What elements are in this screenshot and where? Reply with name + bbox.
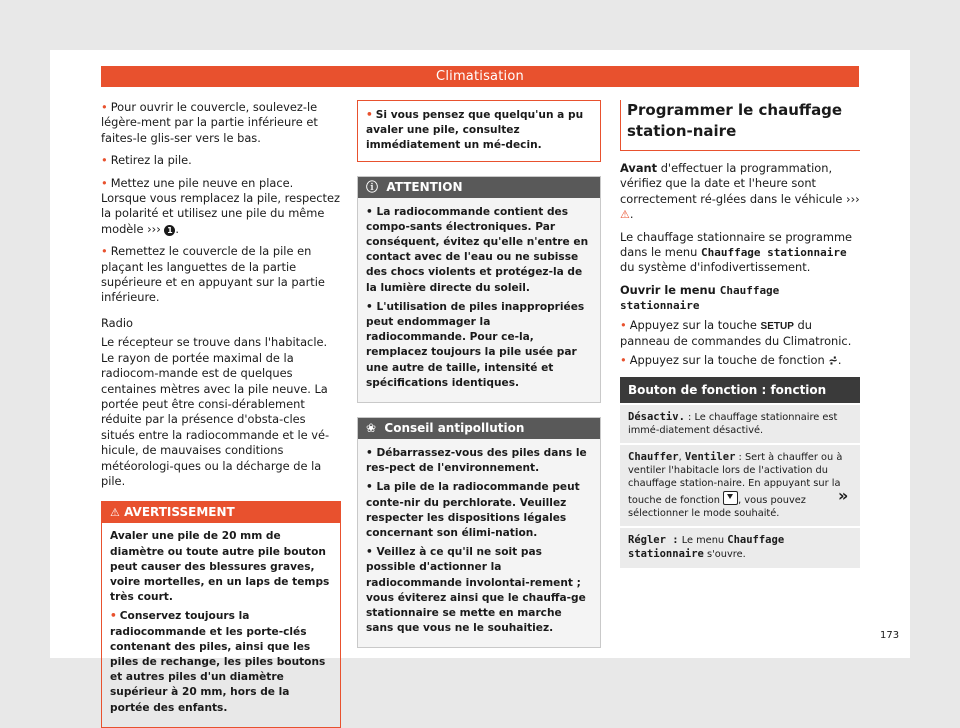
row-menu-mono: Chauffage stationnaire xyxy=(628,534,785,561)
info-icon: 1 xyxy=(164,225,175,236)
eco-title: Conseil antipollution xyxy=(384,421,525,436)
row-text: : Sert à chauffer ou à ventiler l'habitacle lors de l'activation du chauffage station-naire. En appuyant sur la touche de fonction xyxy=(628,452,843,506)
step-function-text: Appuyez sur la touche de fonction xyxy=(629,353,825,368)
bullet-text: Remettez le couvercle de la pile en plaçant les languettes de la partie supérieure et en appuyant sur la partie inférieure. xyxy=(101,244,325,305)
open-menu-text: Ouvrir le menu xyxy=(620,282,716,297)
heater-key-icon: ⩫ xyxy=(828,353,838,368)
radio-heading: Radio xyxy=(101,315,134,330)
continuation-p1: • Si vous pensez que quelqu'un a pu avaler une pile, consultez immédiatement un mé-decin. xyxy=(366,109,584,152)
section-title: Programmer le chauffage station-naire xyxy=(620,100,860,151)
row-text-2: , vous pouvez sélectionner le mode souhaité. xyxy=(628,494,806,519)
function-table xyxy=(620,377,860,568)
row-text: Le menu xyxy=(681,535,725,547)
chevron-down-key-icon xyxy=(723,491,738,505)
attention-p1: • La radiocommande contient des compo-sants électroniques. Par conséquent, évitez qu'elle n'entre en contact avec de l'eau ou ne subisse des chocs violents et protégez-la de la lumière directe du soleil. xyxy=(366,205,589,294)
function-key-heat: Chauffer xyxy=(628,451,679,464)
warning-p1: Avaler une pile de 20 mm de diamètre ou toute autre pile bouton peut causer des blessures graves, voire mortelles, en un laps de temps très court. xyxy=(110,530,330,604)
attention-p2: • L'utilisation de piles inappropriées peut endommager la radiocommande. Pour ce-la, remplacez toujours la pile usée par une autre de taille, intensité et spécifications identiques. xyxy=(366,300,585,389)
eco-p3-text: Veillez à ce qu'il ne soit pas possible d'actionner la radiocommande involontai-rement ; vous éviterez ainsi que le chauffa-ge stationnaire se mette en marche sans que vous ne le souhaitiez. xyxy=(366,546,586,635)
attention-box xyxy=(357,176,601,403)
bullet-open-cover: • Pour ouvrir le couvercle, soulevez-le légère-ment par la partie inférieure et faites-le glis-ser vers le bas. xyxy=(101,100,318,145)
warning-triangle-icon: ⚠ xyxy=(620,208,630,222)
bullet-text: Pour ouvrir le couvercle, soulevez-le légère-ment par la partie inférieure et faites-le glis-ser vers le bas. xyxy=(101,100,318,145)
attention-p2-text: L'utilisation de piles inappropriées peut endommager la radiocommande. Pour ce-la, remplacez toujours la pile usée par une autre de taille, intensité et spécifications identiques. xyxy=(366,300,585,389)
row-text-end: s'ouvre. xyxy=(706,549,746,561)
column-3 xyxy=(620,100,860,568)
table-row xyxy=(620,526,860,568)
warning-header xyxy=(102,502,340,523)
bullet-text: Mettez une pile neuve en place. Lorsque vous remplacez la pile, respectez la polarité et utilisez une pile du même modèle xyxy=(101,175,340,236)
cross-ref-arrow[interactable]: ››› xyxy=(846,191,860,206)
chapter-header: Climatisation xyxy=(101,66,859,87)
step-setup-text-a: Appuyez sur la touche xyxy=(629,317,757,332)
eco-p2: • La pile de la radiocommande peut conte-nir du perchlorate. Veuillez respecter les dispositions légales concernant son élimi-nation. xyxy=(366,481,580,540)
bullet-remove-battery: • Retirez la pile. xyxy=(101,153,192,168)
menu-text-b: du système d'infodivertissement. xyxy=(620,260,811,275)
bullet-replace-cover: • Remettez le couvercle de la pile en plaçant les languettes de la partie supérieure et en appuyant sur la partie inférieure. xyxy=(101,244,325,305)
column-1 xyxy=(101,100,341,728)
eco-p1: • Débarrassez-vous des piles dans le res-pect de l'environnement. xyxy=(366,447,587,475)
eco-header xyxy=(358,418,600,439)
eco-p1-text: Débarrassez-vous des piles dans le res-pect de l'environnement. xyxy=(366,447,587,475)
menu-text-a: Le chauffage stationnaire se programme dans le menu xyxy=(620,229,853,260)
open-menu-heading xyxy=(620,283,860,314)
table-row xyxy=(620,443,860,526)
intro-bold: Avant xyxy=(620,161,658,175)
attention-header xyxy=(358,177,600,198)
intro-paragraph: Avant d'effectuer la programmation, vérifiez que la date et l'heure sont correctement ré-glées dans le véhicule ››› ⚠. xyxy=(620,161,860,222)
menu-paragraph xyxy=(620,230,860,276)
separator: , xyxy=(678,452,682,464)
warning-triangle-icon: ⚠ xyxy=(110,506,120,520)
function-key-deactivate: Désactiv. xyxy=(628,410,685,423)
continuation-text: Si vous pensez que quelqu'un a pu avaler une pile, consultez immédiatement un mé-decin. xyxy=(366,109,584,152)
attention-p1-text: La radiocommande contient des compo-sants électroniques. Par conséquent, évitez qu'elle n'entre en contact avec de l'eau ou ne subisse des chocs violents et protégez-la de la lumière directe du soleil. xyxy=(366,205,589,294)
row-text: : Le chauffage stationnaire est immé-diatement désactivé. xyxy=(628,411,838,436)
step-function-key: • Appuyez sur la touche de fonction ⩫. xyxy=(620,353,842,368)
column-2 xyxy=(357,100,601,648)
menu-name-mono: Chauffage stationnaire xyxy=(700,246,847,260)
radio-paragraph: Le récepteur se trouve dans l'habitacle. Le rayon de portée maximal de la radiocom-mande est de quelques centaines mètres avec la pile neuve. La portée peut être consi-dérablement réduite par la présence d'obsta-cles situés entre la radiocommande et le vé-hicule, de mauvaises conditions météorologi-ques ou la décharge de la pile. xyxy=(101,335,330,488)
step-setup: • Appuyez sur la touche SETUP du panneau de commandes du Climatronic. xyxy=(620,317,852,349)
alert-circle-icon: ⓘ xyxy=(366,179,379,194)
cross-ref-arrow[interactable]: ››› xyxy=(147,221,161,236)
warning-p2: • Conservez toujours la radiocommande et les porte-clés contenant des piles, ainsi que les piles de rechange, les piles boutons et autres piles d'un diamètre supérieur à 20 mm, hors de la portée des enfants. xyxy=(110,610,326,714)
open-menu-mono: Chauffage stationnaire xyxy=(620,283,780,313)
eco-p2-text: La pile de la radiocommande peut conte-nir du perchlorate. Veuillez respecter les dispositions légales concernant son élimi-nation. xyxy=(366,481,580,540)
attention-title: ATTENTION xyxy=(386,179,463,194)
page-number: 173 xyxy=(880,630,900,641)
warning-box xyxy=(101,501,341,727)
bullet-text: Retirez la pile. xyxy=(110,153,192,168)
function-key-set: Régler : xyxy=(628,534,679,547)
warning-title: AVERTISSEMENT xyxy=(124,505,235,520)
function-key-ventilate: Ventiler xyxy=(684,451,736,464)
table-row xyxy=(620,403,860,444)
bullet-insert-battery: • Mettez une pile neuve en place. Lorsque vous remplacez la pile, respectez la polarité et utilisez une pile du même modèle ››› 1 . xyxy=(101,175,340,236)
next-page-arrow[interactable]: » xyxy=(838,486,849,505)
warning-continuation-box xyxy=(357,100,601,162)
warning-p2-text: Conservez toujours la radiocommande et les porte-clés contenant des piles, ainsi que les piles de rechange, les piles boutons et autres piles d'un diamètre supérieur à 20 mm, hors de la portée des enfants. xyxy=(110,610,326,714)
function-table-header: Bouton de fonction : fonction xyxy=(620,377,860,403)
step-setup-text-b: du panneau de commandes du Climatronic. xyxy=(620,317,852,349)
eco-leaf-icon: ❀ xyxy=(366,421,377,436)
eco-box xyxy=(357,417,601,648)
intro-text: d'effectuer la programmation, vérifiez que la date et l'heure sont correctement ré-glées dans le véhicule xyxy=(620,161,843,206)
eco-p3: • Veillez à ce qu'il ne soit pas possible d'actionner la radiocommande involontai-rement ; vous éviterez ainsi que le chauffa-ge stationnaire se mette en marche sans que vous ne le souhaitiez. xyxy=(366,546,586,635)
setup-key: SETUP xyxy=(760,320,794,332)
